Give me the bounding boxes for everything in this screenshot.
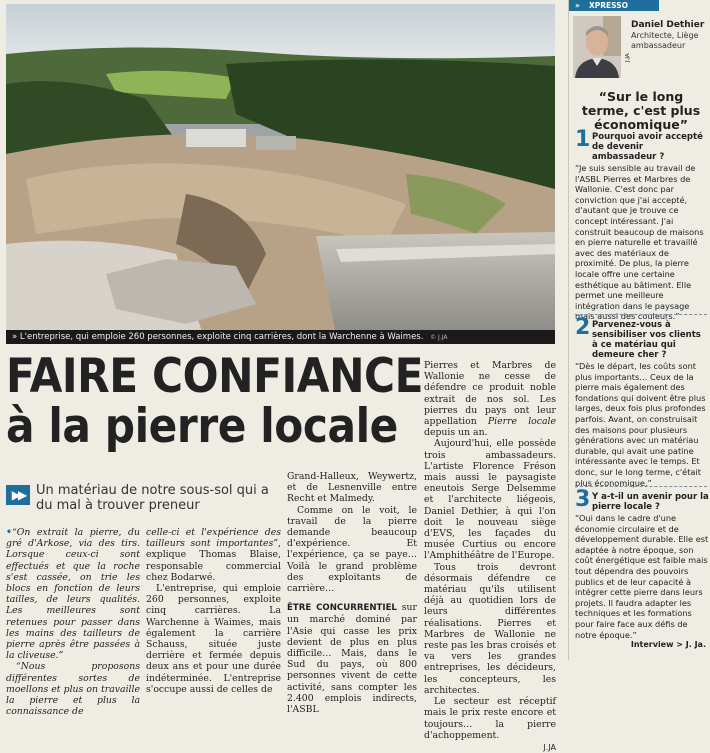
- answer-text: “Oui dans le cadre d'une économie circulaire et de développement durable. Elle est adaptée à notre époque, son coût énergétique est faible mais tout dépendra des pouvoirs publics et de leur capacité à intégrer cette pierre dans leurs projets. Il faudra adapter les techniques et les formations pour faire face aux défis de notre époque.”: [575, 513, 709, 640]
- headline-line-1: FAIRE CONFIANCE: [6, 349, 424, 404]
- article-paragraph: celle-ci et l'expérience des tailleurs sont importantes”, explique Thomas Blaise, responsable commercial chez Bodarwé.: [146, 527, 281, 583]
- xpresso-label: » XPRESSO: [569, 0, 659, 11]
- answer-text: “Je suis sensible au travail de l'ASBL Pierres et Marbres de Wallonie. C'est donc par conviction que j'ai accepté, d'autant que je trouve ce concept intéressant. J'ai construit beaucoup de maisons en pierre naturelle et travaillé avec des matériaux de proximité. De plus, la pierre locale offre une certaine esthétique au bâtiment. Elle permet une meilleure intégration dans le paysage mais aussi des couleurs.”: [575, 163, 704, 322]
- photo-credit: © J.JA: [430, 334, 448, 341]
- chevron-right-icon: »: [575, 1, 578, 10]
- article-paragraph: Aujourd'hui, elle possède trois ambassadeurs. L'artiste Florence Fréson mais aussi le paysagiste eneutois Serge Delsemme et l'architecte liégeois, Daniel Dethier, à qui l'on doit le nouveau siège d'EVS, les façades du musée Curtius ou encore l'Amphithéâtre de l'Europe.: [424, 438, 556, 562]
- quarry-photo: [6, 4, 555, 344]
- headline-line-2: à la pierre locale: [6, 399, 398, 454]
- author-signature: J.JA: [543, 742, 556, 752]
- article-paragraph: Le secteur est réceptif mais le prix reste encore et toujours… la pierre d'achoppement.: [424, 696, 556, 741]
- double-arrow-icon: ▶▶: [6, 485, 30, 505]
- portrait-photo: [573, 16, 621, 78]
- article-paragraph: •“On extrait la pierre, du gré d'Arkose, via des tirs. Lorsque ceux-ci sont effectués et que la roche s'est cassée, on trie les blocs en fonction de leurs tailles, de leurs qualités. Les meilleures sont retenues pour passer dans les mains des tailleurs de pierre après être passées à la cliveuse.”: [6, 527, 140, 662]
- article-column-1: [6, 527, 140, 717]
- person-name: Daniel Dethier: [631, 20, 705, 30]
- question-heading: 3 Y a-t-il un avenir pour la pierre locale ?: [575, 487, 709, 512]
- article-paragraph: Comme on le voit, le travail de la pierre demande beaucoup d'expérience. Et l'expérience, ça se paye… Voilà le grand problème des exploitants de carrière…: [287, 504, 417, 595]
- interview-credit: Interview > J. Ja.: [630, 640, 706, 649]
- question-number: 3: [575, 487, 591, 512]
- article-paragraph: L'entreprise, qui emploie 260 personnes, exploite cinq carrières. La Warchenne à Waimes, mais également la carrière Schauss, située juste derrière et fermée depuis deux ans et pour une durée indéterminée. L'entreprise s'occupe aussi de celles de: [146, 583, 281, 695]
- question-heading: 1 Pourquoi avoir accepté de devenir ambassadeur ?: [575, 127, 703, 162]
- divider: [575, 486, 707, 487]
- article-paragraph: Pierres et Marbres de Wallonie ne cesse de défendre ce produit noble extrait de nos sol. Les pierres du pays ont leur appellation Pierre locale depuis un an.: [424, 360, 556, 439]
- sidebar-interview: [568, 0, 710, 660]
- article-column-4: [424, 360, 556, 753]
- question-heading: 2 Parvenez-vous à sensibiliser vos clients à ce matériau qui demeure cher ?: [575, 315, 701, 360]
- article-column-3: [287, 471, 417, 715]
- divider: [575, 314, 707, 315]
- article-paragraph: Grand-Halleux, Weywertz, et de Lesnenville entre Recht et Malmedy.: [287, 471, 417, 505]
- interview-question-2: [575, 315, 709, 488]
- quarry-illustration: [6, 4, 555, 344]
- portrait-credit: J.JA: [625, 53, 631, 62]
- subhead-text: Un matériau de notre sous-sol qui a du mal à trouver preneur: [36, 483, 269, 513]
- interview-question-3: [575, 487, 709, 640]
- answer-text: “Dès le départ, les coûts sont plus importants… Ceux de la pierre mais également des fondations qui doivent être plus larges, deux fois plus profondes parfois. Avant, on construisait des maisons pour plusieurs générations avec un matériau durable, qui avait une patine intéressante avec le temps. Et donc, sur le long terme, c'était plus économique.”: [575, 361, 706, 488]
- headline: [6, 349, 424, 454]
- photo-caption: [6, 330, 555, 344]
- caption-marker: »: [12, 332, 18, 342]
- lead-bullet-icon: •: [6, 527, 12, 538]
- subhead: [6, 483, 286, 523]
- person-role: Architecte, Liège ambassadeur: [631, 31, 699, 50]
- portrait-illustration: [573, 16, 621, 78]
- article-paragraph: Tous trois devront désormais défendre ce matériau qu'ils utilisent déjà au quotidien lors de leurs différentes réalisations. Pierres et Marbres de Wallonie ne reste pas les bras croisés et va vers les grandes entreprises, les décideurs, les concepteurs, les architectes.: [424, 561, 556, 696]
- interview-question-1: [575, 127, 709, 322]
- article-column-2: [146, 527, 281, 695]
- pull-quote: “Sur le long terme, c'est plus économique”: [581, 89, 701, 132]
- section-label: ÊTRE CONCURRENTIEL: [287, 603, 397, 614]
- question-number: 1: [575, 127, 591, 152]
- article-paragraph: “Nous proposons différentes sortes de moellons et plus on travaille la pierre et plus la connaissance de: [6, 661, 140, 718]
- caption-text: L'entreprise, qui emploie 260 personnes, exploite cinq carrières, dont la Warchenne à Waimes.: [19, 332, 424, 342]
- question-number: 2: [575, 315, 591, 340]
- article-paragraph: ÊTRE CONCURRENTIEL sur un marché dominé par l'Asie qui casse les prix devient de plus en plus difficile… Mais, dans le Sud du pays, où 800 personnes vivent de cette activité, sans compter les 2.400 emplois indirects, l'ASBL: [287, 602, 417, 716]
